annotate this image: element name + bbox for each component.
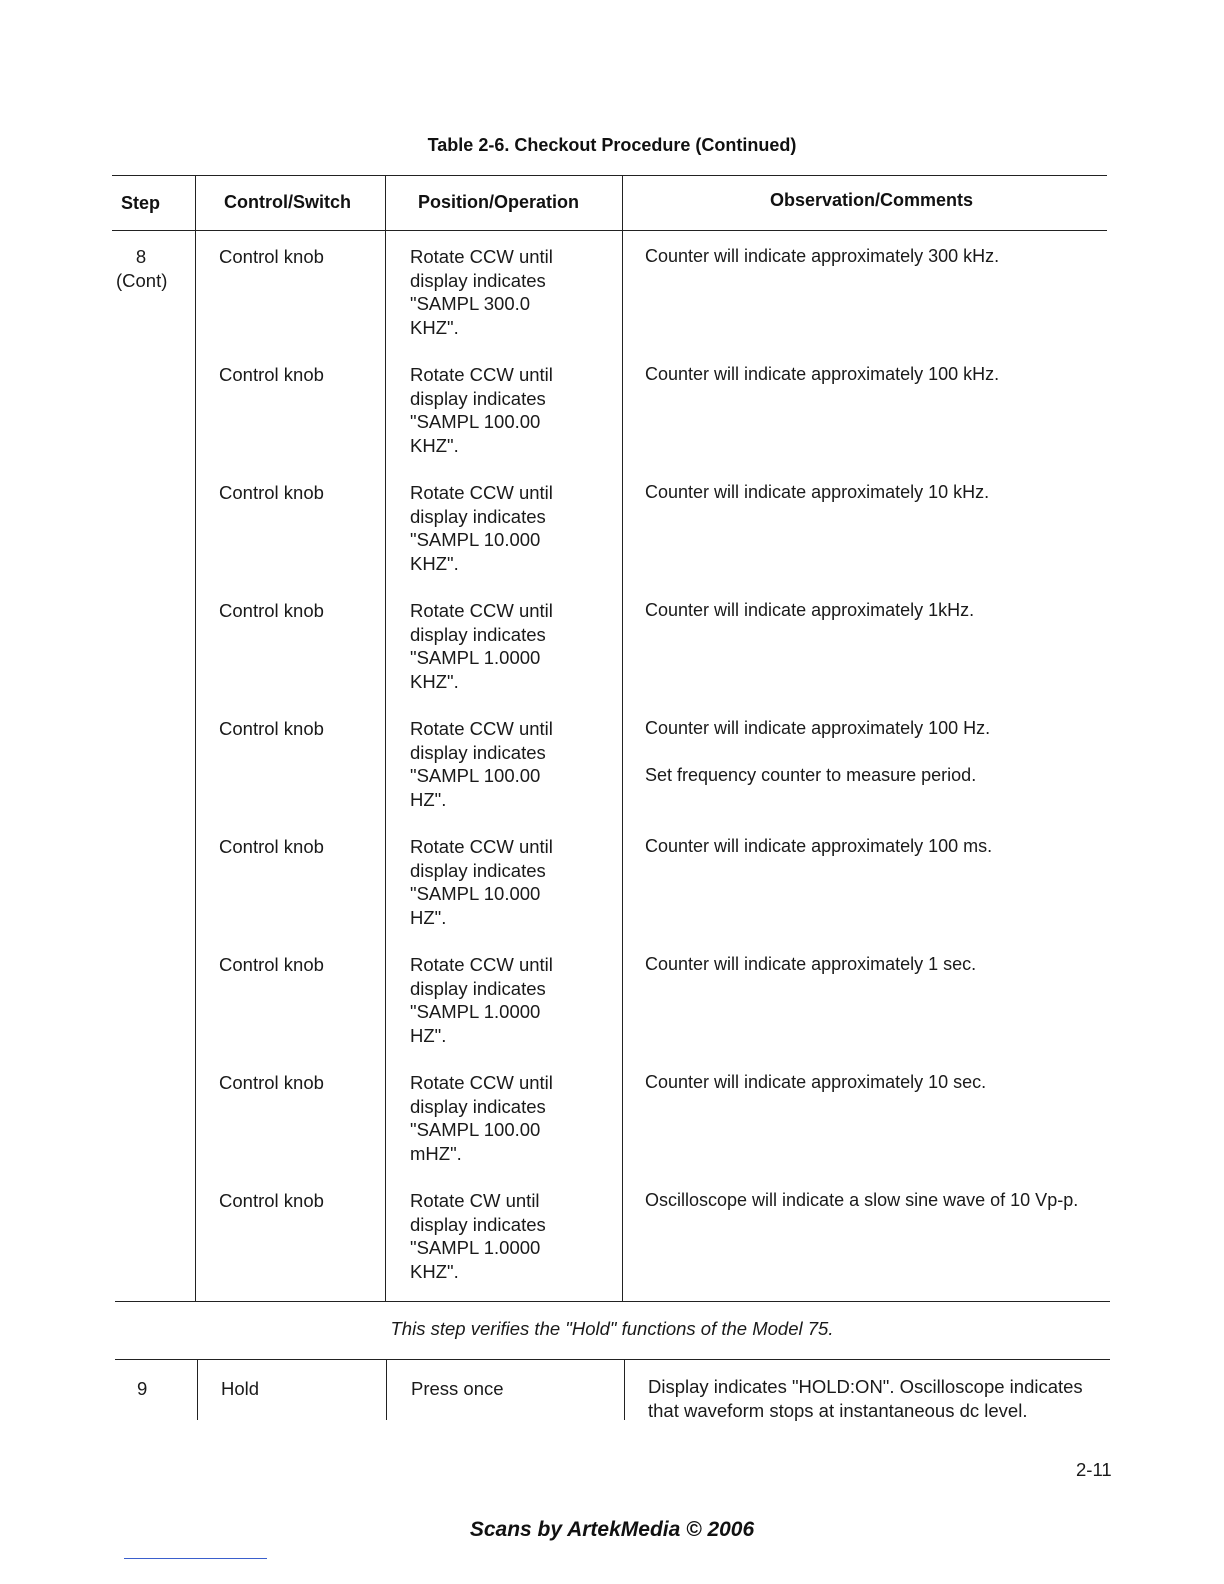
row-control: Control knob <box>219 246 324 267</box>
table-title: Table 2-6. Checkout Procedure (Continued) <box>427 135 797 155</box>
row9-step: 9 <box>137 1378 148 1399</box>
column-divider-1 <box>195 176 196 1301</box>
row-observation: Counter will indicate approximately 1kHz. <box>645 600 975 620</box>
row-position: Rotate CCW until display indicates "SAMPL 100.00 KHZ". <box>410 364 553 456</box>
row9-control: Hold <box>221 1378 260 1399</box>
column-divider-3 <box>622 176 623 1301</box>
row-control: Control knob <box>219 1190 324 1211</box>
header-step: Step <box>121 193 161 213</box>
row-observation: Counter will indicate approximately 1 sec. <box>645 954 977 974</box>
row-control: Control knob <box>219 364 324 385</box>
row-control: Control knob <box>219 836 324 857</box>
step8-bottom-rule <box>115 1301 1110 1302</box>
row9-observation: Display indicates "HOLD:ON". Oscilloscope indicates that waveform stops at instantaneous dc level. <box>648 1376 1083 1421</box>
step9-divider-3 <box>624 1360 625 1420</box>
header-observation-comments: Observation/Comments <box>770 190 974 210</box>
row-observation: Counter will indicate approximately 100 Hz. Set frequency counter to measure period. <box>645 718 991 785</box>
step9-top-rule <box>115 1359 1110 1360</box>
header-control-switch: Control/Switch <box>224 192 351 212</box>
row-control: Control knob <box>219 600 324 621</box>
row-control: Control knob <box>219 718 324 739</box>
table-top-rule <box>112 175 1107 176</box>
row-position: Rotate CCW until display indicates "SAMPL 300.0 KHZ". <box>410 246 553 338</box>
row-control: Control knob <box>219 1072 324 1093</box>
row-control: Control knob <box>219 482 324 503</box>
section-note: This step verifies the "Hold" functions of the Model 75. <box>390 1318 834 1339</box>
row-control: Control knob <box>219 954 324 975</box>
header-bottom-rule <box>112 230 1107 231</box>
footer-credit: Scans by ArtekMedia © 2006 <box>469 1518 755 1541</box>
row-position: Rotate CW until display indicates "SAMPL 1.0000 KHZ". <box>410 1190 546 1282</box>
row-step: 8 (Cont) <box>116 246 168 291</box>
row-observation: Counter will indicate approximately 100 ms. <box>645 836 993 856</box>
row-position: Rotate CCW until display indicates "SAMPL 10.000 HZ". <box>410 836 553 928</box>
row-observation: Oscilloscope will indicate a slow sine wave of 10 Vp-p. <box>645 1190 1079 1210</box>
step9-divider-1 <box>197 1360 198 1420</box>
row9-position: Press once <box>411 1378 504 1399</box>
row-observation: Counter will indicate approximately 100 kHz. <box>645 364 1000 384</box>
step9-divider-2 <box>386 1360 387 1420</box>
footer-link-underline <box>124 1558 267 1559</box>
row-observation: Counter will indicate approximately 300 kHz. <box>645 246 1000 266</box>
header-position-operation: Position/Operation <box>418 192 580 212</box>
row-position: Rotate CCW until display indicates "SAMPL 1.0000 HZ". <box>410 954 553 1046</box>
row-position: Rotate CCW until display indicates "SAMPL 1.0000 KHZ". <box>410 600 553 692</box>
page-number: 2-11 <box>1076 1459 1112 1480</box>
row-position: Rotate CCW until display indicates "SAMPL 100.00 mHZ". <box>410 1072 553 1164</box>
row-position: Rotate CCW until display indicates "SAMPL 100.00 HZ". <box>410 718 553 810</box>
row-observation: Counter will indicate approximately 10 kHz. <box>645 482 990 502</box>
row-observation: Counter will indicate approximately 10 sec. <box>645 1072 987 1092</box>
column-divider-2 <box>385 176 386 1301</box>
row-position: Rotate CCW until display indicates "SAMPL 10.000 KHZ". <box>410 482 553 574</box>
